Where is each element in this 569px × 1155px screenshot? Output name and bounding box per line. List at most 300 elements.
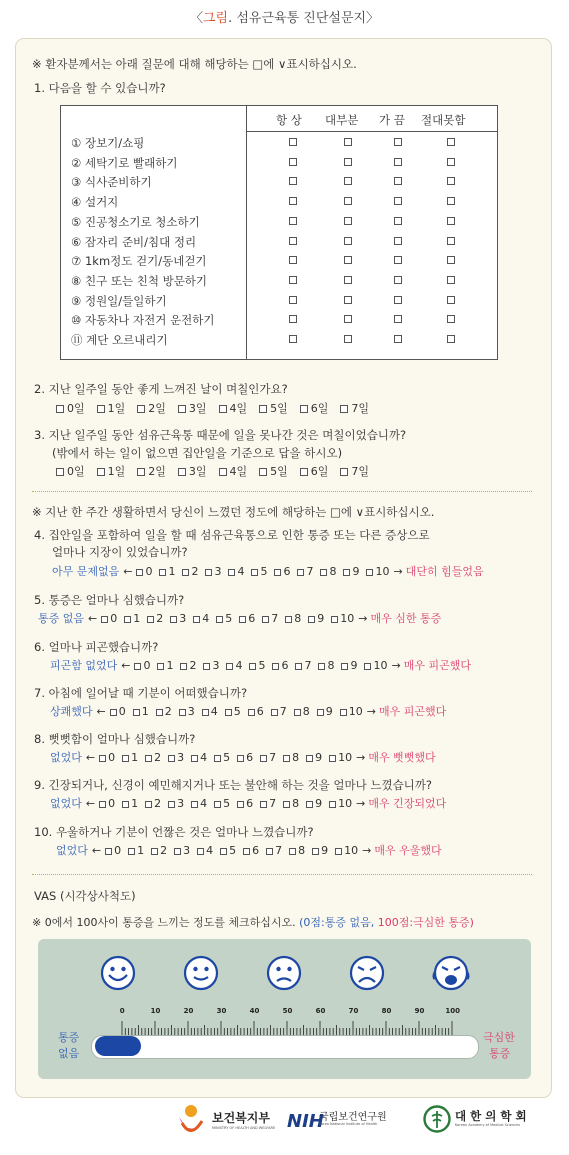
scale-checkbox[interactable] xyxy=(271,709,278,716)
activity-checkbox[interactable] xyxy=(344,296,352,304)
scale-number: 3 xyxy=(177,751,185,764)
scale-checkbox[interactable] xyxy=(99,801,106,808)
arrow-right-icon: → xyxy=(393,565,403,578)
day-checkbox[interactable] xyxy=(259,468,267,476)
scale-number: 0 xyxy=(118,705,126,718)
scale-checkbox[interactable] xyxy=(214,755,221,762)
day-checkbox[interactable] xyxy=(97,468,105,476)
activity-checkbox[interactable] xyxy=(289,315,297,323)
activity-checkbox[interactable] xyxy=(289,296,297,304)
scale-number: 1 xyxy=(131,797,139,810)
scale-checkbox[interactable] xyxy=(197,848,204,855)
scale-checkbox[interactable] xyxy=(170,616,177,623)
scale-number: 8 xyxy=(329,565,337,578)
activity-checkbox[interactable] xyxy=(289,197,297,205)
activity-checkbox[interactable] xyxy=(394,237,402,245)
scale-checkbox[interactable] xyxy=(318,663,325,670)
scale-option[interactable] xyxy=(128,844,144,857)
col-mostly: 대부분 xyxy=(325,113,359,127)
scale-option[interactable] xyxy=(133,705,149,718)
scale-checkbox[interactable] xyxy=(260,755,267,762)
scale-checkbox[interactable] xyxy=(289,848,296,855)
scale-option[interactable] xyxy=(203,659,219,672)
scale-checkbox[interactable] xyxy=(203,663,210,670)
scale-option[interactable] xyxy=(179,705,195,718)
scale-number: 6 xyxy=(256,705,264,718)
day-option[interactable] xyxy=(259,400,288,416)
activity-checkbox[interactable] xyxy=(447,335,455,343)
scale-option[interactable] xyxy=(317,705,333,718)
scale-low-label: 피곤함 없었다 xyxy=(50,659,118,672)
scale-checkbox[interactable] xyxy=(366,569,373,576)
activity-checkbox[interactable] xyxy=(289,237,297,245)
scale-checkbox[interactable] xyxy=(220,848,227,855)
activity-checkbox[interactable] xyxy=(394,217,402,225)
scale-option[interactable] xyxy=(306,751,322,764)
activity-item: ① 장보기/쇼핑 xyxy=(71,136,145,150)
day-option[interactable] xyxy=(97,463,126,479)
scale-option[interactable] xyxy=(364,659,387,672)
day-checkbox[interactable] xyxy=(340,468,348,476)
scale-number: 8 xyxy=(292,797,300,810)
day-checkbox[interactable] xyxy=(300,405,308,413)
scale-checkbox[interactable] xyxy=(122,801,129,808)
scale-checkbox[interactable] xyxy=(297,569,304,576)
activity-checkbox[interactable] xyxy=(289,256,297,264)
scale-high-label: 매우 심한 통증 xyxy=(370,612,442,625)
activity-checkbox[interactable] xyxy=(394,138,402,146)
scale-option[interactable] xyxy=(329,797,352,810)
scale-number: 8 xyxy=(302,705,310,718)
scale-option[interactable] xyxy=(122,797,138,810)
scale-option[interactable] xyxy=(202,705,218,718)
scale-option[interactable] xyxy=(366,565,389,578)
scale-checkbox[interactable] xyxy=(295,663,302,670)
q2-options xyxy=(56,400,381,416)
day-option-label: 1일 xyxy=(107,402,126,415)
activity-checkbox[interactable] xyxy=(394,177,402,185)
scale-number: 2 xyxy=(154,797,162,810)
activity-checkbox[interactable] xyxy=(447,197,455,205)
day-option[interactable] xyxy=(178,400,207,416)
scale-option[interactable] xyxy=(180,659,196,672)
scale-number: 0 xyxy=(143,659,151,672)
activity-checkbox[interactable] xyxy=(394,296,402,304)
scale-option[interactable] xyxy=(251,565,267,578)
scale-checkbox[interactable] xyxy=(341,663,348,670)
scale-number: 9 xyxy=(325,705,333,718)
activity-checkbox[interactable] xyxy=(447,237,455,245)
scale-checkbox[interactable] xyxy=(312,848,319,855)
scale-checkbox[interactable] xyxy=(335,848,342,855)
scale-option[interactable] xyxy=(262,612,278,625)
vas-slider-track[interactable] xyxy=(91,1035,479,1059)
scale-checkbox[interactable] xyxy=(124,616,131,623)
activity-checkbox[interactable] xyxy=(344,158,352,166)
scale-option[interactable] xyxy=(341,659,357,672)
activity-checkbox[interactable] xyxy=(344,237,352,245)
scale-number: 1 xyxy=(166,659,174,672)
scale-checkbox[interactable] xyxy=(266,848,273,855)
scale-checkbox[interactable] xyxy=(191,801,198,808)
ruler-tick-label: 20 xyxy=(183,1007,194,1015)
question-1: 1. 다음을 할 수 있습니까? xyxy=(34,81,166,95)
day-option[interactable] xyxy=(300,463,329,479)
day-checkbox[interactable] xyxy=(137,468,145,476)
scale-checkbox[interactable] xyxy=(260,801,267,808)
scale-checkbox[interactable] xyxy=(306,755,313,762)
scale-option[interactable] xyxy=(260,751,276,764)
ruler-tick-label: 10 xyxy=(150,1007,161,1015)
scale-option[interactable] xyxy=(271,705,287,718)
scale-checkbox[interactable] xyxy=(216,616,223,623)
day-checkbox[interactable] xyxy=(219,405,227,413)
scale-option[interactable] xyxy=(228,565,244,578)
scale-option[interactable] xyxy=(145,751,161,764)
scale-option[interactable] xyxy=(226,659,242,672)
question-4-cont: 얼마나 지장이 있었습니까? xyxy=(52,545,188,559)
scale-number: 9 xyxy=(350,659,358,672)
scale-option[interactable] xyxy=(157,659,173,672)
scale-checkbox[interactable] xyxy=(294,709,301,716)
scale-low-label: 없었다 xyxy=(50,797,82,810)
activity-checkbox[interactable] xyxy=(289,177,297,185)
vas-instruction: ※ 0에서 100사이 통증을 느끼는 정도를 체크하십시오. (0점:통증 없음, 100점:극심한 통증) xyxy=(32,916,474,929)
scale-option[interactable] xyxy=(170,612,186,625)
scale-option[interactable] xyxy=(191,797,207,810)
arrow-left-icon: ← xyxy=(85,751,96,764)
activity-checkbox[interactable] xyxy=(289,138,297,146)
activity-checkbox[interactable] xyxy=(394,335,402,343)
day-option[interactable] xyxy=(340,463,369,479)
scale-checkbox[interactable] xyxy=(205,569,212,576)
scale-option[interactable] xyxy=(159,565,175,578)
scale-checkbox[interactable] xyxy=(320,569,327,576)
scale-option[interactable] xyxy=(124,612,140,625)
activity-checkbox[interactable] xyxy=(289,335,297,343)
day-option[interactable] xyxy=(300,400,329,416)
scale-option[interactable] xyxy=(297,565,313,578)
activity-checkbox[interactable] xyxy=(394,315,402,323)
scale-option[interactable] xyxy=(99,797,115,810)
scale-checkbox[interactable] xyxy=(168,801,175,808)
scale-checkbox[interactable] xyxy=(122,755,129,762)
activity-checkbox[interactable] xyxy=(394,158,402,166)
activity-checkbox[interactable] xyxy=(394,256,402,264)
scale-checkbox[interactable] xyxy=(101,616,108,623)
scale-number: 2 xyxy=(189,659,197,672)
activity-checkbox[interactable] xyxy=(344,256,352,264)
activity-checkbox[interactable] xyxy=(447,276,455,284)
question-6: 6. 얼마나 피곤했습니까? xyxy=(34,640,159,654)
scale-checkbox[interactable] xyxy=(228,569,235,576)
scale-option[interactable] xyxy=(168,751,184,764)
scale-checkbox[interactable] xyxy=(249,663,256,670)
scale-checkbox[interactable] xyxy=(243,848,250,855)
scale-checkbox[interactable] xyxy=(274,569,281,576)
day-checkbox[interactable] xyxy=(300,468,308,476)
scale-checkbox[interactable] xyxy=(237,801,244,808)
scale-checkbox[interactable] xyxy=(285,616,292,623)
day-checkbox[interactable] xyxy=(97,405,105,413)
scale-option[interactable] xyxy=(214,797,230,810)
vas-panel xyxy=(38,939,531,1079)
scale-option[interactable] xyxy=(289,844,305,857)
scale-checkbox[interactable] xyxy=(110,709,117,716)
scale-number: 8 xyxy=(298,844,306,857)
activity-checkbox[interactable] xyxy=(447,217,455,225)
scale-option[interactable] xyxy=(197,844,213,857)
scale-number: 5 xyxy=(229,844,237,857)
scale-option[interactable] xyxy=(260,797,276,810)
ruler-tick-label: 70 xyxy=(348,1007,359,1015)
scale-checkbox[interactable] xyxy=(272,663,279,670)
scale-checkbox[interactable] xyxy=(262,616,269,623)
scale-low-label: 없었다 xyxy=(50,751,82,764)
scale-checkbox[interactable] xyxy=(193,616,200,623)
scale-option[interactable] xyxy=(110,705,126,718)
scale-checkbox[interactable] xyxy=(145,801,152,808)
day-option[interactable] xyxy=(340,400,369,416)
scale-option[interactable] xyxy=(151,844,167,857)
scale-checkbox[interactable] xyxy=(182,569,189,576)
scale-option[interactable] xyxy=(191,751,207,764)
scale-number: 9 xyxy=(315,797,323,810)
scale-checkbox[interactable] xyxy=(151,848,158,855)
scale-option[interactable] xyxy=(248,705,264,718)
scale-checkbox[interactable] xyxy=(202,709,209,716)
scale-option[interactable] xyxy=(283,751,299,764)
scale-option[interactable] xyxy=(122,751,138,764)
scale-number: 4 xyxy=(235,659,243,672)
scale-checkbox[interactable] xyxy=(283,755,290,762)
scale-option[interactable] xyxy=(249,659,265,672)
scale-option[interactable] xyxy=(320,565,336,578)
scale-checkbox[interactable] xyxy=(343,569,350,576)
day-option-label: 2일 xyxy=(148,465,166,478)
day-checkbox[interactable] xyxy=(56,405,64,413)
scale-option[interactable] xyxy=(193,612,209,625)
scale-checkbox[interactable] xyxy=(179,709,186,716)
scale-checkbox[interactable] xyxy=(99,755,106,762)
day-option[interactable] xyxy=(56,400,85,416)
activity-checkbox[interactable] xyxy=(394,276,402,284)
scale-option[interactable] xyxy=(237,751,253,764)
scale-option[interactable] xyxy=(101,612,117,625)
scale-option[interactable] xyxy=(99,751,115,764)
scale-number: 10 xyxy=(338,797,353,810)
scale-checkbox[interactable] xyxy=(214,801,221,808)
activity-checkbox[interactable] xyxy=(344,217,352,225)
scale-number: 10 xyxy=(348,705,363,718)
activity-checkbox[interactable] xyxy=(289,217,297,225)
scale-number: 6 xyxy=(246,751,254,764)
scale-checkbox[interactable] xyxy=(174,848,181,855)
scale-checkbox[interactable] xyxy=(180,663,187,670)
scale-option[interactable] xyxy=(306,797,322,810)
col-sometimes: 가 끔 xyxy=(379,113,405,127)
scale-option[interactable] xyxy=(243,844,259,857)
question-10: 10. 우울하거나 기분이 언짢은 것은 얼마나 느꼈습니까? xyxy=(34,825,314,839)
day-option[interactable] xyxy=(56,463,85,479)
ruler-tick-label: 30 xyxy=(216,1007,227,1015)
scale-option[interactable] xyxy=(295,659,311,672)
scale-checkbox[interactable] xyxy=(159,569,166,576)
rating-scale xyxy=(38,610,441,626)
scale-option[interactable] xyxy=(335,844,358,857)
scale-number: 5 xyxy=(258,659,266,672)
scale-checkbox[interactable] xyxy=(157,663,164,670)
activity-checkbox[interactable] xyxy=(447,138,455,146)
scale-option[interactable] xyxy=(168,797,184,810)
scale-checkbox[interactable] xyxy=(317,709,324,716)
scale-checkbox[interactable] xyxy=(134,663,141,670)
activity-checkbox[interactable] xyxy=(344,335,352,343)
scale-checkbox[interactable] xyxy=(306,801,313,808)
scale-option[interactable] xyxy=(308,612,324,625)
scale-checkbox[interactable] xyxy=(147,616,154,623)
scale-checkbox[interactable] xyxy=(283,801,290,808)
day-option[interactable] xyxy=(97,400,126,416)
scale-option[interactable] xyxy=(331,612,354,625)
scale-checkbox[interactable] xyxy=(156,709,163,716)
day-option-label: 5일 xyxy=(270,465,288,478)
activity-checkbox[interactable] xyxy=(344,138,352,146)
day-option-label: 3일 xyxy=(188,402,207,415)
scale-number: 5 xyxy=(223,797,231,810)
scale-option[interactable] xyxy=(340,705,363,718)
scale-option[interactable] xyxy=(156,705,172,718)
day-option[interactable] xyxy=(137,400,166,416)
scale-checkbox[interactable] xyxy=(225,709,232,716)
activity-checkbox[interactable] xyxy=(447,177,455,185)
scale-option[interactable] xyxy=(182,565,198,578)
scale-number: 2 xyxy=(156,612,164,625)
scale-checkbox[interactable] xyxy=(237,755,244,762)
activity-item: ⑩ 자동차나 자전거 운전하기 xyxy=(71,313,215,328)
scale-option[interactable] xyxy=(134,659,150,672)
scale-checkbox[interactable] xyxy=(340,709,347,716)
day-option[interactable] xyxy=(219,463,248,479)
scale-option[interactable] xyxy=(220,844,236,857)
scale-option[interactable] xyxy=(266,844,282,857)
day-option[interactable] xyxy=(137,463,166,479)
rating-scale xyxy=(50,657,471,673)
scale-option[interactable] xyxy=(343,565,359,578)
day-checkbox[interactable] xyxy=(259,405,267,413)
scale-checkbox[interactable] xyxy=(248,709,255,716)
scale-option[interactable] xyxy=(237,797,253,810)
question-2: 2. 지난 일주일 동안 좋게 느껴진 날이 며칠인가요? xyxy=(34,382,288,396)
activity-checkbox[interactable] xyxy=(344,315,352,323)
rating-scale xyxy=(50,795,446,811)
scale-number: 3 xyxy=(212,659,220,672)
scale-checkbox[interactable] xyxy=(168,755,175,762)
scale-option[interactable] xyxy=(285,612,301,625)
scale-option[interactable] xyxy=(105,844,121,857)
very-happy-face-icon xyxy=(100,955,136,991)
scale-number: 8 xyxy=(294,612,302,625)
scale-checkbox[interactable] xyxy=(329,755,336,762)
day-option-label: 1일 xyxy=(107,465,126,478)
scale-option[interactable] xyxy=(239,612,255,625)
day-checkbox[interactable] xyxy=(178,468,186,476)
vas-slider-handle[interactable] xyxy=(95,1036,141,1056)
scale-checkbox[interactable] xyxy=(239,616,246,623)
day-option[interactable] xyxy=(259,463,288,479)
arrow-right-icon: → xyxy=(362,844,372,857)
activity-checkbox[interactable] xyxy=(447,296,455,304)
scale-option[interactable] xyxy=(225,705,241,718)
scale-checkbox[interactable] xyxy=(133,709,140,716)
scale-high-label: 매우 피곤했다 xyxy=(403,659,471,672)
scale-checkbox[interactable] xyxy=(128,848,135,855)
scale-checkbox[interactable] xyxy=(191,755,198,762)
scale-option[interactable] xyxy=(274,565,290,578)
day-option[interactable] xyxy=(219,400,248,416)
scale-number: 0 xyxy=(114,844,122,857)
scale-number: 0 xyxy=(108,751,116,764)
scale-checkbox[interactable] xyxy=(105,848,112,855)
scale-option[interactable] xyxy=(174,844,190,857)
scale-option[interactable] xyxy=(294,705,310,718)
scale-checkbox[interactable] xyxy=(226,663,233,670)
activity-checkbox[interactable] xyxy=(344,197,352,205)
arrow-right-icon: → xyxy=(391,659,401,672)
scale-option[interactable] xyxy=(147,612,163,625)
scale-number: 5 xyxy=(233,705,241,718)
activity-checkbox[interactable] xyxy=(344,177,352,185)
activity-checkbox[interactable] xyxy=(394,197,402,205)
scale-checkbox[interactable] xyxy=(136,569,143,576)
activity-checkbox[interactable] xyxy=(344,276,352,284)
scale-number: 7 xyxy=(279,705,287,718)
scale-checkbox[interactable] xyxy=(308,616,315,623)
scale-option[interactable] xyxy=(329,751,352,764)
scale-option[interactable] xyxy=(136,565,152,578)
divider xyxy=(32,491,532,492)
day-checkbox[interactable] xyxy=(219,468,227,476)
happy-face-icon xyxy=(183,955,219,991)
scale-option[interactable] xyxy=(205,565,221,578)
scale-option[interactable] xyxy=(145,797,161,810)
scale-checkbox[interactable] xyxy=(331,616,338,623)
day-option[interactable] xyxy=(178,463,207,479)
scale-option[interactable] xyxy=(318,659,334,672)
scale-option[interactable] xyxy=(272,659,288,672)
scale-checkbox[interactable] xyxy=(145,755,152,762)
day-checkbox[interactable] xyxy=(137,405,145,413)
activity-checkbox[interactable] xyxy=(447,256,455,264)
scale-option[interactable] xyxy=(283,797,299,810)
day-checkbox[interactable] xyxy=(340,405,348,413)
scale-option[interactable] xyxy=(312,844,328,857)
scale-checkbox[interactable] xyxy=(251,569,258,576)
scale-option[interactable] xyxy=(214,751,230,764)
scale-checkbox[interactable] xyxy=(329,801,336,808)
day-checkbox[interactable] xyxy=(56,468,64,476)
day-option-label: 0일 xyxy=(67,402,85,415)
arrow-left-icon: ← xyxy=(91,844,102,857)
day-checkbox[interactable] xyxy=(178,405,186,413)
activity-checkbox[interactable] xyxy=(289,158,297,166)
activity-checkbox[interactable] xyxy=(447,315,455,323)
scale-number: 10 xyxy=(344,844,359,857)
activity-checkbox[interactable] xyxy=(447,158,455,166)
scale-checkbox[interactable] xyxy=(364,663,371,670)
activity-checkbox[interactable] xyxy=(289,276,297,284)
scale-option[interactable] xyxy=(216,612,232,625)
